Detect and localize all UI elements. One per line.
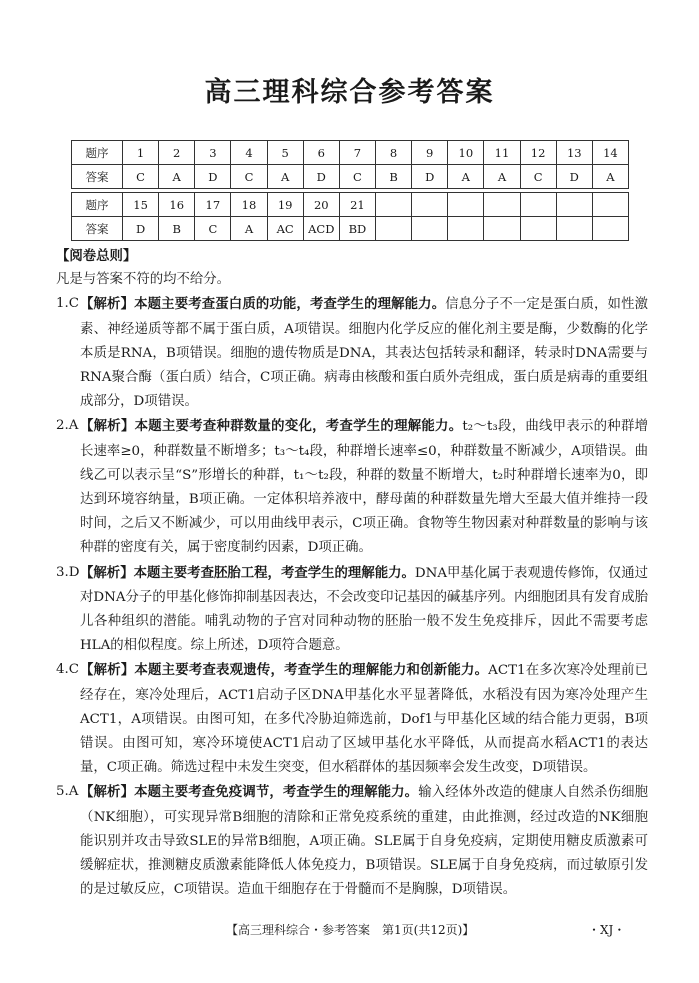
section-title: 【阅卷总则】 bbox=[56, 248, 137, 264]
table-cell: 20 bbox=[303, 193, 339, 217]
table-cell: D bbox=[412, 165, 448, 189]
table-cell: 3 bbox=[195, 141, 231, 165]
table-cell: C bbox=[195, 217, 231, 241]
question-number: 3.D bbox=[56, 564, 80, 580]
table-cell: 6 bbox=[303, 141, 339, 165]
table-cell: 17 bbox=[195, 193, 231, 217]
table-cell: 21 bbox=[339, 193, 375, 217]
explanation-text: 输入经体外改造的健康人自然杀伤细胞（NK细胞），可实现异常B细胞的清除和正常免疫系统的重建，由此推测，经过改造的NK细胞能识别并攻击导致SLE的异常B细胞，A项正确。SLE属于自身免疫病，定期使用糖皮质激素可缓解症状，推测糖皮质激素能降低人体免疫力，B项错误。SLE属于自身免疫病，而过敏原引发的是过敏反应，C项错误。造血干细胞存在于骨髓而不是胸腺，D项错误。 bbox=[80, 785, 649, 898]
table-cell: 11 bbox=[484, 141, 520, 165]
row-label-ans: 答案 bbox=[72, 217, 123, 241]
table-cell bbox=[520, 217, 556, 241]
table-cell: BD bbox=[339, 217, 375, 241]
table-cell: C bbox=[339, 165, 375, 189]
question-explanation-4 bbox=[56, 658, 648, 780]
table-cell: C bbox=[123, 165, 159, 189]
table-cell: D bbox=[303, 165, 339, 189]
table-cell: ACD bbox=[303, 217, 339, 241]
table-cell bbox=[484, 193, 520, 217]
table-cell: 4 bbox=[231, 141, 267, 165]
footer-page-info: 【高三理科综合・参考答案 第1页(共12页)】 bbox=[226, 923, 475, 937]
explanation-text: ACT1在多次寒冷处理前已经存在，寒冷处理后，ACT1启动子区DNA甲基化水平显著降低，水稻没有因为寒冷处理产生ACT1，A项错误。由图可知，在多代冷胁迫筛选前，Dof1与甲基化区域的结合能力更弱，B项错误。由图可知，寒冷环境使ACT1启动了区域甲基化水平降低，从而提高水稻ACT1的表达量，C项正确。筛选过程中未发生突变，但水稻群体的基因频率会发生改变，D项错误。 bbox=[80, 663, 648, 776]
question-explanation-1 bbox=[56, 292, 648, 414]
question-number: 2.A bbox=[56, 418, 79, 434]
table-cell bbox=[556, 193, 592, 217]
table-cell: 15 bbox=[123, 193, 159, 217]
table-cell: 8 bbox=[375, 141, 411, 165]
table-cell bbox=[375, 217, 411, 241]
table-cell: B bbox=[159, 217, 195, 241]
table-cell: A bbox=[159, 165, 195, 189]
explanation-heading: 【解析】本题主要考查免疫调节，考查学生的理解能力。 bbox=[80, 784, 419, 801]
table-cell: 5 bbox=[267, 141, 303, 165]
question-explanation-3 bbox=[56, 561, 648, 659]
table-cell bbox=[592, 217, 628, 241]
question-number: 5.A bbox=[56, 784, 79, 800]
table-cell: 1 bbox=[123, 141, 159, 165]
table-row bbox=[72, 141, 629, 165]
table-cell bbox=[520, 193, 556, 217]
table-cell: 14 bbox=[592, 141, 628, 165]
explanation-heading: 【解析】本题主要考查表观遗传，考查学生的理解能力和创新能力。 bbox=[80, 662, 489, 679]
explanation-heading: 【解析】本题主要考查种群数量的变化，考查学生的理解能力。 bbox=[80, 418, 463, 435]
explanation-text: t₂～t₃段，曲线甲表示的种群增长速率≥0，种群数量不断增多；t₃～t₄段，种群增长速率≤0，种群数量不断减少，A项错误。曲线乙可以表示呈“S”形增长的种群，t₁～t₂段，种群的数量不断增大，t₂时种群增长速率为0，即达到环境容纳量，B项正确。一定体积培养液中，酵母菌的种群数量先增大至最大值并维持一段时间，之后又不断减少，可以用曲线甲表示，C项正确。食物等生物因素对种群数量的影响与该种群的密度有关，属于密度制约因素，D项正确。 bbox=[80, 419, 649, 556]
table-cell: 18 bbox=[231, 193, 267, 217]
table-cell bbox=[484, 217, 520, 241]
table-cell: 7 bbox=[339, 141, 375, 165]
question-explanation-5 bbox=[56, 780, 648, 902]
table-cell: 13 bbox=[556, 141, 592, 165]
table-cell: C bbox=[231, 165, 267, 189]
question-number: 4.C bbox=[56, 662, 80, 678]
table-cell: 16 bbox=[159, 193, 195, 217]
explanation-text: 信息分子不一定是蛋白质，如性激素、神经递质等都不属于蛋白质，A项错误。细胞内化学反应的催化剂主要是酶，少数酶的化学本质是RNA，B项错误。细胞的遗传物质是DNA，其表达包括转录和翻译，转录时DNA需要与RNA聚合酶（蛋白质）结合，C项正确。病毒由核酸和蛋白质外壳组成，蛋白质是病毒的重要组成部分，D项错误。 bbox=[80, 297, 649, 410]
section-note: 凡是与答案不符的均不给分。 bbox=[56, 272, 231, 288]
table-cell bbox=[375, 193, 411, 217]
answer-table-1 bbox=[71, 140, 629, 189]
table-cell bbox=[448, 217, 484, 241]
table-cell: A bbox=[231, 217, 267, 241]
table-cell: A bbox=[448, 165, 484, 189]
table-cell bbox=[592, 193, 628, 217]
table-cell: 2 bbox=[159, 141, 195, 165]
table-cell: B bbox=[375, 165, 411, 189]
explanation-heading: 【解析】本题主要考查蛋白质的功能，考查学生的理解能力。 bbox=[80, 296, 446, 313]
table-row bbox=[72, 217, 629, 241]
explanation-heading: 【解析】本题主要考查胚胎工程，考查学生的理解能力。 bbox=[80, 564, 415, 581]
row-label-seq: 题序 bbox=[72, 193, 123, 217]
row-label-ans: 答案 bbox=[72, 165, 123, 189]
table-cell: 19 bbox=[267, 193, 303, 217]
question-number: 1.C bbox=[56, 296, 80, 312]
table-cell: C bbox=[520, 165, 556, 189]
table-cell bbox=[412, 217, 448, 241]
answer-body bbox=[56, 244, 648, 902]
answer-table-2 bbox=[71, 192, 629, 241]
table-cell: 12 bbox=[520, 141, 556, 165]
table-cell: 10 bbox=[448, 141, 484, 165]
table-cell: A bbox=[267, 165, 303, 189]
table-row bbox=[72, 193, 629, 217]
table-cell bbox=[412, 193, 448, 217]
table-cell bbox=[448, 193, 484, 217]
table-row bbox=[72, 165, 629, 189]
row-label-seq: 题序 bbox=[72, 141, 123, 165]
table-cell: AC bbox=[267, 217, 303, 241]
table-cell: A bbox=[484, 165, 520, 189]
table-cell: A bbox=[592, 165, 628, 189]
question-explanation-2 bbox=[56, 414, 648, 560]
table-cell: D bbox=[195, 165, 231, 189]
page-title: 高三理科综合参考答案 bbox=[204, 77, 495, 108]
table-cell bbox=[556, 217, 592, 241]
table-cell: D bbox=[556, 165, 592, 189]
table-cell: 9 bbox=[412, 141, 448, 165]
explanation-text: DNA甲基化属于表观遗传修饰，仅通过对DNA分子的甲基化修饰抑制基因表达，不会改变印记基因的碱基序列。内细胞团具有发育成胎儿各种组织的潜能。哺乳动物的子宫对同种动物的胚胎一般不发生免疫排斥，因此不需要考虑HLA的相似程度。综上所述，D项符合题意。 bbox=[80, 565, 648, 654]
footer-code: ・XJ・ bbox=[588, 923, 626, 937]
table-cell: D bbox=[123, 217, 159, 241]
